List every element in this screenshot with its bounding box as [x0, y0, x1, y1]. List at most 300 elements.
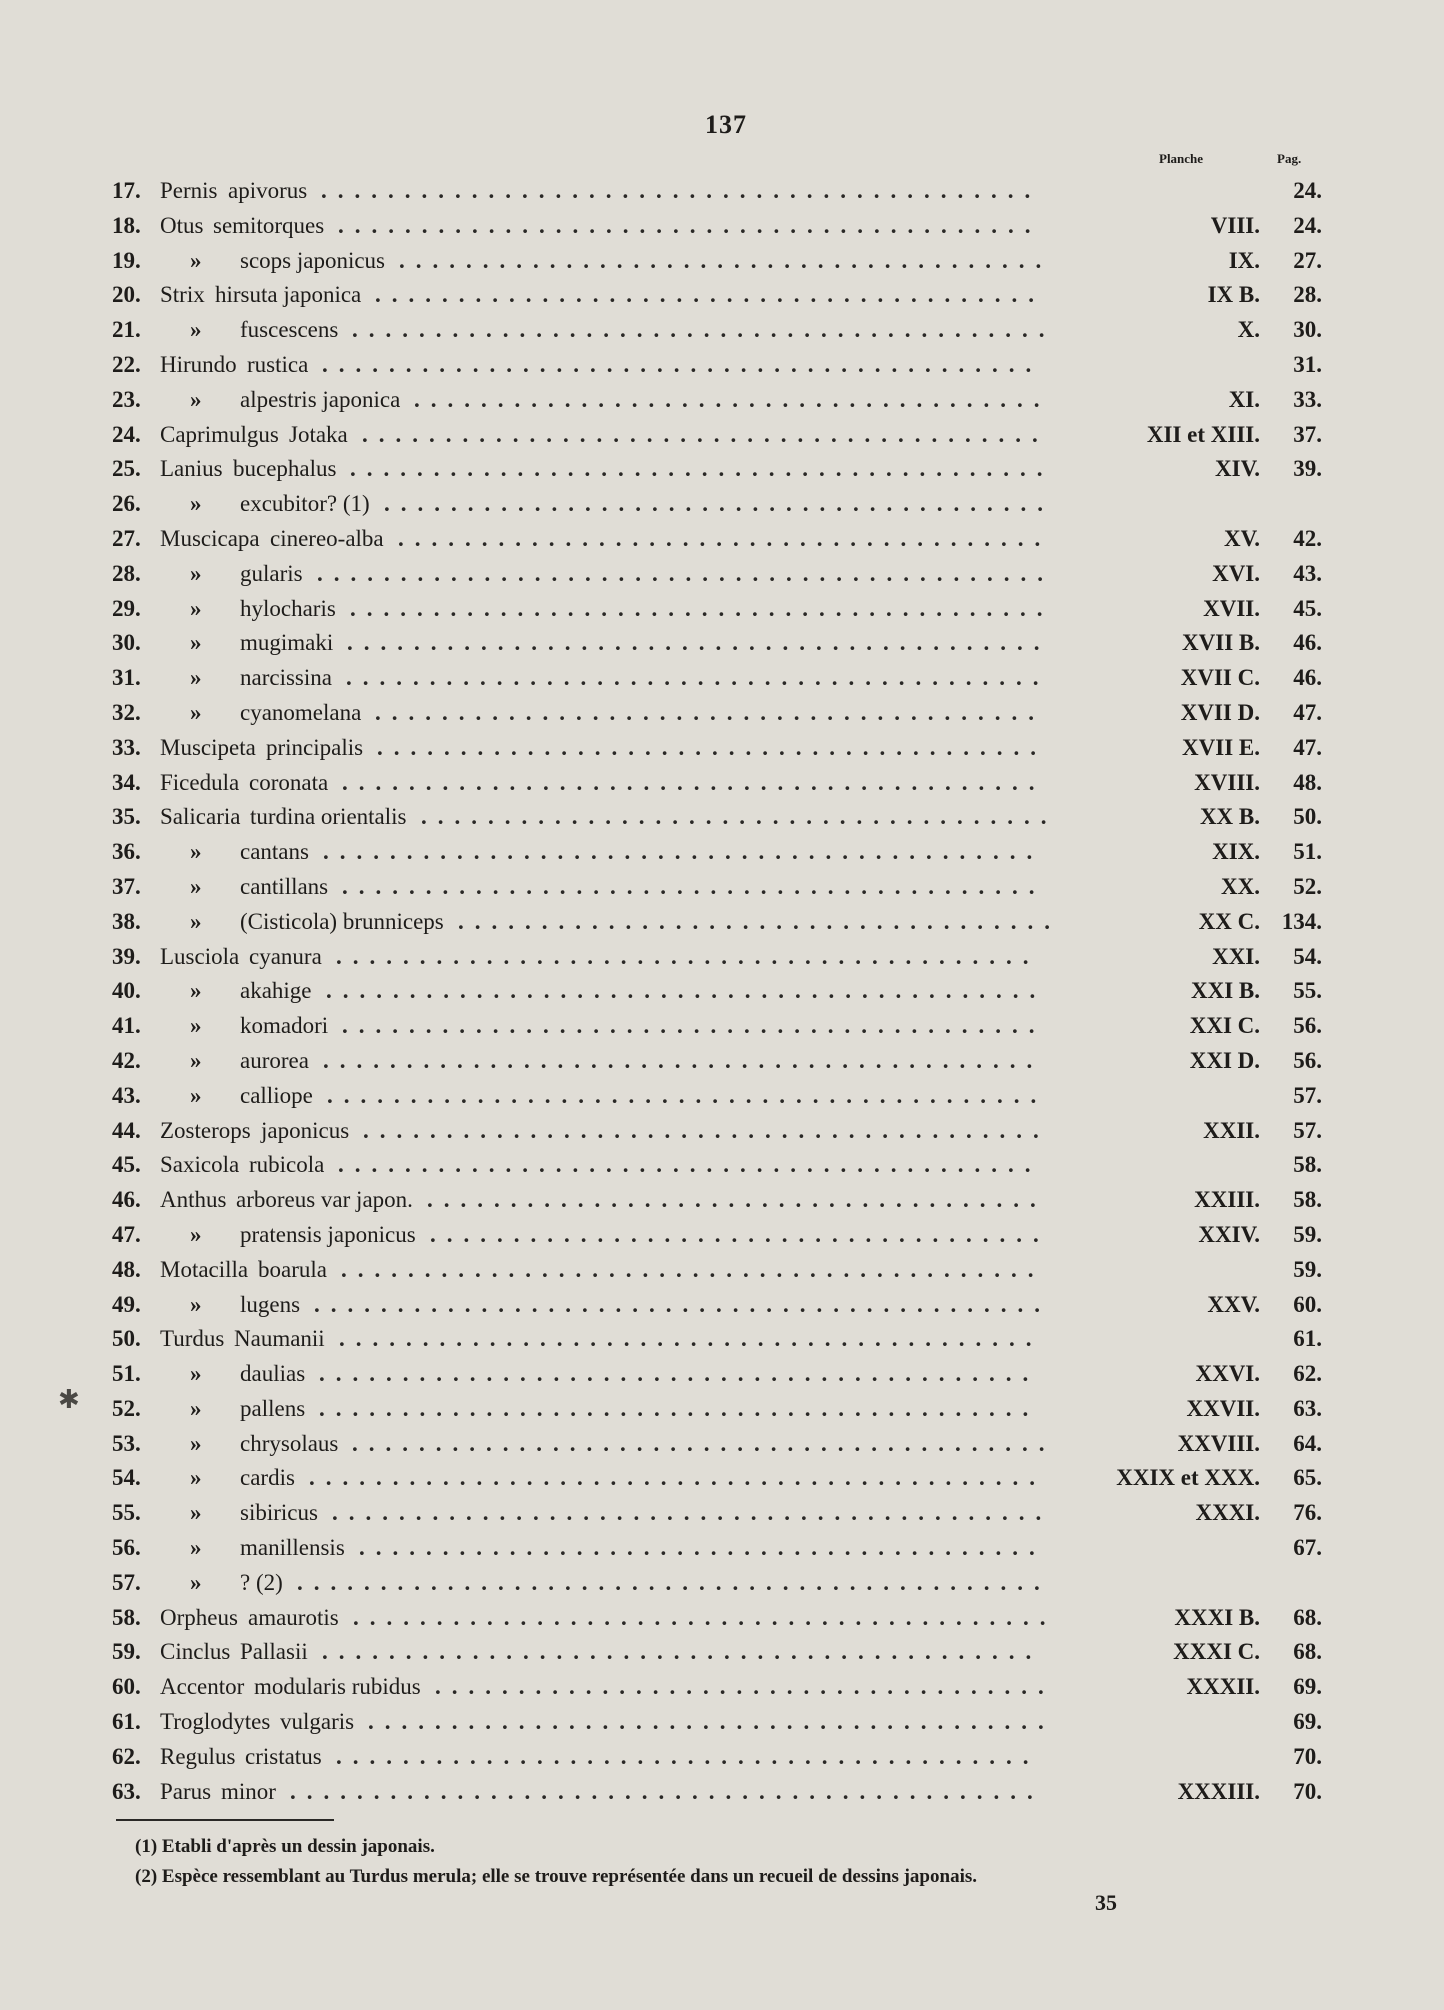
plate-number: XXI.	[1212, 943, 1260, 969]
ditto-mark: »	[190, 908, 202, 934]
entry-number: 44.	[112, 1117, 141, 1143]
page-reference: 46.	[1293, 665, 1322, 691]
list-item	[112, 1566, 1322, 1601]
entry-number: 53.	[112, 1430, 141, 1456]
ditto-mark: »	[190, 491, 202, 517]
ditto-mark: »	[190, 873, 202, 899]
page-reference: 37.	[1293, 421, 1322, 447]
dot-leader: .........................................	[368, 1709, 1055, 1735]
page-reference: 31.	[1293, 351, 1322, 377]
footnote-2: (2) Espèce ressemblant au Turdus merula; elle se trouve représentée dans un recueil de dessins japonais.	[135, 1866, 977, 1887]
plate-number: XXVI.	[1195, 1361, 1260, 1387]
list-item	[112, 1183, 1322, 1218]
dot-leader: ..........................................	[347, 630, 1051, 656]
species-name: gularis	[240, 560, 303, 586]
plate-number: XVII D.	[1180, 699, 1260, 725]
entry-number: 28.	[112, 560, 141, 586]
list-item	[112, 1288, 1322, 1323]
ditto-mark: »	[190, 1465, 202, 1491]
entry-number: 32.	[112, 699, 141, 725]
dot-leader: .....................................	[435, 1674, 1055, 1700]
genus-name: Muscipeta	[160, 734, 256, 760]
species-name: hirsuta japonica	[215, 282, 362, 308]
plate-number: XXVIII.	[1177, 1430, 1260, 1456]
species-name: amaurotis	[248, 1604, 339, 1630]
plate-number: XVII B.	[1182, 630, 1260, 656]
entry-number: 36.	[112, 839, 141, 865]
species-name: turdina orientalis	[250, 804, 407, 830]
page-reference: 67.	[1293, 1535, 1322, 1561]
plate-number: XXII.	[1203, 1117, 1260, 1143]
dot-leader: ..........................................	[352, 1430, 1056, 1456]
list-item	[112, 1392, 1322, 1427]
genus-name: Anthus	[160, 1187, 227, 1213]
species-name: cyanomelana	[240, 699, 362, 725]
list-item	[112, 174, 1322, 209]
list-item	[112, 1253, 1322, 1288]
list-item	[112, 522, 1322, 557]
ditto-mark: »	[190, 317, 202, 343]
species-name: ? (2)	[240, 1569, 283, 1595]
page-reference: 42.	[1293, 525, 1322, 551]
page-reference: 39.	[1293, 456, 1322, 482]
page-reference: 58.	[1293, 1187, 1322, 1213]
species-name: sibiricus	[240, 1500, 318, 1526]
page-reference: 65.	[1293, 1465, 1322, 1491]
column-header-planche: Planche	[1159, 151, 1204, 166]
species-name: minor	[221, 1778, 276, 1804]
dot-leader: ...........................................	[327, 1082, 1048, 1108]
plate-number: XXXI B.	[1174, 1604, 1260, 1630]
entry-number: 37.	[112, 873, 141, 899]
species-name: vulgaris	[280, 1709, 355, 1735]
entry-number: 52.	[112, 1395, 141, 1421]
dot-leader: ........................................	[384, 491, 1054, 517]
plate-number: XVII E.	[1182, 734, 1260, 760]
printer-signature-mark: 35	[1095, 1890, 1117, 1915]
dot-leader: ...........................................	[322, 1639, 1043, 1665]
entry-number: 35.	[112, 804, 141, 830]
entry-number: 50.	[112, 1326, 141, 1352]
genus-name: Motacilla	[160, 1256, 249, 1282]
dot-leader: ....................................	[458, 908, 1061, 934]
dot-leader: ..........................................	[338, 212, 1042, 238]
plate-number: XIV.	[1215, 456, 1260, 482]
entry-number: 22.	[112, 351, 141, 377]
ditto-mark: »	[190, 630, 202, 656]
list-item	[112, 731, 1322, 766]
plate-number: XXV.	[1207, 1291, 1260, 1317]
dot-leader: .....................................	[427, 1187, 1047, 1213]
dot-leader: ..........................................	[339, 1326, 1043, 1352]
ditto-mark: »	[190, 839, 202, 865]
species-name: rustica	[247, 351, 309, 377]
plate-number: XXVII.	[1186, 1395, 1260, 1421]
list-item	[112, 418, 1322, 453]
plate-number: XVII.	[1203, 595, 1260, 621]
page-reference: 27.	[1293, 247, 1322, 273]
dot-leader: .....................................	[430, 1221, 1050, 1247]
entry-number: 39.	[112, 943, 141, 969]
entry-number: 19.	[112, 247, 141, 273]
species-name: Jotaka	[289, 421, 348, 447]
genus-name: Ficedula	[160, 769, 240, 795]
plate-number: XII et XIII.	[1146, 421, 1260, 447]
species-name: alpestris japonica	[240, 386, 401, 412]
page-reference: 57.	[1293, 1082, 1322, 1108]
species-name: cantans	[240, 839, 309, 865]
list-item	[112, 905, 1322, 940]
species-name: daulias	[240, 1361, 306, 1387]
entry-number: 62.	[112, 1743, 141, 1769]
plate-number: XI.	[1228, 386, 1260, 412]
page-reference: 56.	[1293, 1013, 1322, 1039]
page-reference: 69.	[1293, 1674, 1322, 1700]
dot-leader: ..........................................	[350, 456, 1054, 482]
page-reference: 30.	[1293, 317, 1322, 343]
species-name: Pallasii	[240, 1639, 308, 1665]
species-name: narcissina	[240, 665, 332, 691]
plate-number: XXI C.	[1189, 1013, 1260, 1039]
list-item	[112, 383, 1322, 418]
list-item	[112, 626, 1322, 661]
genus-name: Orpheus	[160, 1604, 238, 1630]
dot-leader: ...........................................	[322, 351, 1043, 377]
species-name: cinereo-alba	[270, 525, 384, 551]
plate-number: XVI.	[1212, 560, 1260, 586]
genus-name: Otus	[160, 212, 204, 238]
genus-name: Saxicola	[160, 1152, 240, 1178]
entry-number: 41.	[112, 1013, 141, 1039]
page-reference: 45.	[1293, 595, 1322, 621]
page-reference: 58.	[1293, 1152, 1322, 1178]
list-item	[112, 278, 1322, 313]
page-reference: 61.	[1293, 1326, 1322, 1352]
list-item	[112, 1044, 1322, 1079]
plate-number: XX.	[1221, 873, 1260, 899]
entry-number: 26.	[112, 491, 141, 517]
species-name: rubicola	[249, 1152, 325, 1178]
list-item	[112, 766, 1322, 801]
list-item	[112, 696, 1322, 731]
entry-number: 55.	[112, 1500, 141, 1526]
page-reference: 50.	[1293, 804, 1322, 830]
list-item	[112, 244, 1322, 279]
list-item	[112, 1601, 1322, 1636]
dot-leader: ..........................................	[350, 595, 1054, 621]
list-item	[112, 1009, 1322, 1044]
genus-name: Turdus	[160, 1326, 225, 1352]
list-item	[112, 1740, 1322, 1775]
list-item	[112, 835, 1322, 870]
species-name: pratensis japonicus	[240, 1221, 416, 1247]
list-item	[112, 348, 1322, 383]
species-name: cyanura	[249, 943, 322, 969]
genus-name: Lanius	[160, 456, 223, 482]
dot-leader: .......................................	[399, 247, 1053, 273]
entry-number: 46.	[112, 1187, 141, 1213]
dot-leader: ..........................................	[353, 1604, 1057, 1630]
list-item	[112, 1079, 1322, 1114]
dot-leader: ..........................................	[346, 665, 1050, 691]
page-reference: 59.	[1293, 1256, 1322, 1282]
ditto-mark: »	[190, 699, 202, 725]
entry-number: 18.	[112, 212, 141, 238]
species-name: semitorques	[213, 212, 325, 238]
genus-name: Salicaria	[160, 804, 241, 830]
genus-name: Accentor	[160, 1674, 245, 1700]
species-name: lugens	[240, 1291, 301, 1317]
dot-leader: ..........................................	[342, 1013, 1046, 1039]
entry-number: 56.	[112, 1535, 141, 1561]
plate-number: XXI B.	[1190, 978, 1260, 1004]
plate-number: XXIV.	[1198, 1221, 1260, 1247]
dot-leader: .........................................	[363, 1117, 1050, 1143]
entry-number: 48.	[112, 1256, 141, 1282]
genus-name: Muscicapa	[160, 525, 260, 551]
dot-leader: ........................................	[375, 699, 1045, 725]
entry-number: 49.	[112, 1291, 141, 1317]
footnote-1: (1) Etabli d'après un dessin japonais.	[135, 1836, 435, 1857]
dot-leader: ..........................................	[342, 769, 1046, 795]
page-reference: 56.	[1293, 1047, 1322, 1073]
list-item	[112, 209, 1322, 244]
page-reference: 33.	[1293, 386, 1322, 412]
species-name: calliope	[240, 1082, 313, 1108]
dot-leader: ...........................................	[319, 1361, 1040, 1387]
plate-number: XVII C.	[1180, 665, 1260, 691]
species-name: cardis	[240, 1465, 295, 1491]
list-item	[112, 1496, 1322, 1531]
page-reference: 51.	[1293, 839, 1322, 865]
entry-number: 29.	[112, 595, 141, 621]
list-item	[112, 1635, 1322, 1670]
ditto-mark: »	[190, 1500, 202, 1526]
footnote-rule	[116, 1819, 334, 1821]
entry-number: 27.	[112, 525, 141, 551]
entry-number: 33.	[112, 734, 141, 760]
list-item	[112, 800, 1322, 835]
page-reference: 52.	[1293, 873, 1322, 899]
entry-number: 23.	[112, 386, 141, 412]
ditto-mark: »	[190, 1361, 202, 1387]
species-name: Naumanii	[234, 1326, 325, 1352]
list-item	[112, 1148, 1322, 1183]
plate-number: IX B.	[1207, 282, 1260, 308]
page-reference: 24.	[1293, 212, 1322, 238]
species-name: japonicus	[261, 1117, 350, 1143]
page-reference: 46.	[1293, 630, 1322, 656]
page-reference: 68.	[1293, 1604, 1322, 1630]
dot-leader: ......................................	[421, 804, 1058, 830]
list-item	[112, 1114, 1322, 1149]
plate-number: XXIII.	[1194, 1187, 1260, 1213]
dot-leader: .............................................	[297, 1569, 1051, 1595]
entry-number: 21.	[112, 317, 141, 343]
plate-number: XX B.	[1199, 804, 1260, 830]
entry-number: 38.	[112, 908, 141, 934]
species-name: chrysolaus	[240, 1430, 339, 1456]
ditto-mark: »	[190, 1013, 202, 1039]
dot-leader: .........................................	[359, 1535, 1046, 1561]
species-name: mugimaki	[240, 630, 334, 656]
genus-name: Hirundo	[160, 351, 237, 377]
species-name: akahige	[240, 978, 312, 1004]
dot-leader: ...........................................	[332, 1500, 1053, 1526]
plate-number: XIX.	[1212, 839, 1260, 865]
page-reference: 43.	[1293, 560, 1322, 586]
page-reference: 55.	[1293, 978, 1322, 1004]
page-reference: 68.	[1293, 1639, 1322, 1665]
page-reference: 69.	[1293, 1709, 1322, 1735]
page-reference: 47.	[1293, 699, 1322, 725]
plate-number: X.	[1237, 317, 1260, 343]
list-item	[112, 661, 1322, 696]
page-reference: 47.	[1293, 734, 1322, 760]
dot-leader: ............................................	[309, 1465, 1046, 1491]
page-reference: 70.	[1293, 1743, 1322, 1769]
entry-number: 31.	[112, 665, 141, 691]
list-item	[112, 1427, 1322, 1462]
dot-leader: ..........................................	[341, 1256, 1045, 1282]
page-reference: 76.	[1293, 1500, 1322, 1526]
dot-leader: ..........................................	[338, 1152, 1042, 1178]
ditto-mark: »	[190, 978, 202, 1004]
plate-number: XVIII.	[1194, 769, 1260, 795]
species-name: komadori	[240, 1013, 329, 1039]
entry-number: 42.	[112, 1047, 141, 1073]
dot-leader: ...........................................	[323, 1047, 1044, 1073]
page-reference: 64.	[1293, 1430, 1322, 1456]
genus-name: Regulus	[160, 1743, 236, 1769]
list-item	[112, 1322, 1322, 1357]
ditto-mark: »	[190, 1221, 202, 1247]
ditto-mark: »	[190, 595, 202, 621]
species-name: apivorus	[228, 178, 308, 203]
dot-leader: ..........................................	[342, 873, 1046, 899]
plate-number: XXXI C.	[1173, 1639, 1260, 1665]
list-item	[112, 940, 1322, 975]
list-item	[112, 557, 1322, 592]
species-name: (Cisticola) brunniceps	[240, 908, 444, 934]
species-name: bucephalus	[233, 456, 337, 482]
species-name: excubitor? (1)	[240, 491, 370, 517]
page-reference: 24.	[1293, 178, 1322, 203]
ditto-mark: »	[190, 665, 202, 691]
list-item	[112, 870, 1322, 905]
ditto-mark: »	[190, 1569, 202, 1595]
species-name: manillensis	[240, 1535, 345, 1561]
plate-number: XXXIII.	[1177, 1778, 1260, 1804]
dot-leader: ...........................................	[319, 1395, 1040, 1421]
dot-leader: ..........................................	[336, 1743, 1040, 1769]
dot-leader: ............................................	[314, 1291, 1051, 1317]
dot-leader: .......................................	[398, 525, 1052, 551]
page-reference: 57.	[1293, 1117, 1322, 1143]
entry-number: 54.	[112, 1465, 141, 1491]
ditto-mark: »	[190, 1082, 202, 1108]
entry-number: 24.	[112, 421, 141, 447]
list-item	[112, 1218, 1322, 1253]
entry-number: 30.	[112, 630, 141, 656]
entry-number: 40.	[112, 978, 141, 1004]
entry-number: 58.	[112, 1604, 141, 1630]
dot-leader: ...........................................	[321, 178, 1042, 203]
page-reference: 134.	[1281, 908, 1322, 934]
species-name: cantillans	[240, 873, 329, 899]
dot-leader: .............................................	[290, 1778, 1044, 1804]
dot-leader: ..........................................	[352, 317, 1056, 343]
dot-leader: .........................................	[362, 421, 1049, 447]
ditto-mark: »	[190, 1430, 202, 1456]
dot-leader: ...........................................	[326, 978, 1047, 1004]
page-reference: 28.	[1293, 282, 1322, 308]
genus-name: Zosterops	[160, 1117, 251, 1143]
plate-number: IX.	[1228, 247, 1260, 273]
page-reference: 62.	[1293, 1361, 1322, 1387]
page-reference: 60.	[1293, 1291, 1322, 1317]
genus-name: Troglodytes	[160, 1709, 271, 1735]
genus-name: Lusciola	[160, 943, 240, 969]
dot-leader: ........................................	[375, 282, 1045, 308]
entry-number: 45.	[112, 1152, 141, 1178]
list-item	[112, 1531, 1322, 1566]
ditto-mark: »	[190, 560, 202, 586]
species-name: principalis	[266, 734, 364, 760]
species-name: arboreus var japon.	[236, 1187, 413, 1213]
plate-number: XXI D.	[1189, 1047, 1260, 1073]
entry-number: 60.	[112, 1674, 141, 1700]
page-reference: 54.	[1293, 943, 1322, 969]
plate-number: XX C.	[1198, 908, 1260, 934]
species-name: scops japonicus	[240, 247, 386, 273]
entry-number: 51.	[112, 1361, 141, 1387]
list-item	[112, 592, 1322, 627]
list-item	[112, 974, 1322, 1009]
entry-number: 34.	[112, 769, 141, 795]
plate-number: XV.	[1223, 525, 1260, 551]
entry-number: 63.	[112, 1778, 141, 1804]
species-name: boarula	[258, 1256, 327, 1282]
ditto-mark: »	[190, 1291, 202, 1317]
entry-number: 47.	[112, 1221, 141, 1247]
dot-leader: ......................................	[414, 386, 1051, 412]
plate-number: XXXII.	[1186, 1674, 1260, 1700]
entry-number: 43.	[112, 1082, 141, 1108]
entry-number: 20.	[112, 282, 141, 308]
page-reference: 70.	[1293, 1778, 1322, 1804]
ditto-mark: »	[190, 386, 202, 412]
genus-name: Parus	[160, 1778, 212, 1804]
page-reference: 63.	[1293, 1395, 1322, 1421]
genus-name: Pernis	[160, 178, 218, 203]
species-name: pallens	[240, 1395, 306, 1421]
species-name: modularis rubidus	[254, 1674, 421, 1700]
list-item	[112, 1705, 1322, 1740]
genus-name: Caprimulgus	[160, 421, 279, 447]
ditto-mark: »	[190, 1535, 202, 1561]
dot-leader: ............................................	[317, 560, 1054, 586]
dot-leader: ........................................	[377, 734, 1047, 760]
species-name: hylocharis	[240, 595, 336, 621]
plate-number: VIII.	[1210, 212, 1260, 238]
dot-leader: ..........................................	[336, 943, 1040, 969]
list-item	[112, 1357, 1322, 1392]
species-name: fuscescens	[240, 317, 339, 343]
ditto-mark: »	[190, 1395, 202, 1421]
list-item	[112, 487, 1322, 522]
genus-name: Cinclus	[160, 1639, 231, 1665]
